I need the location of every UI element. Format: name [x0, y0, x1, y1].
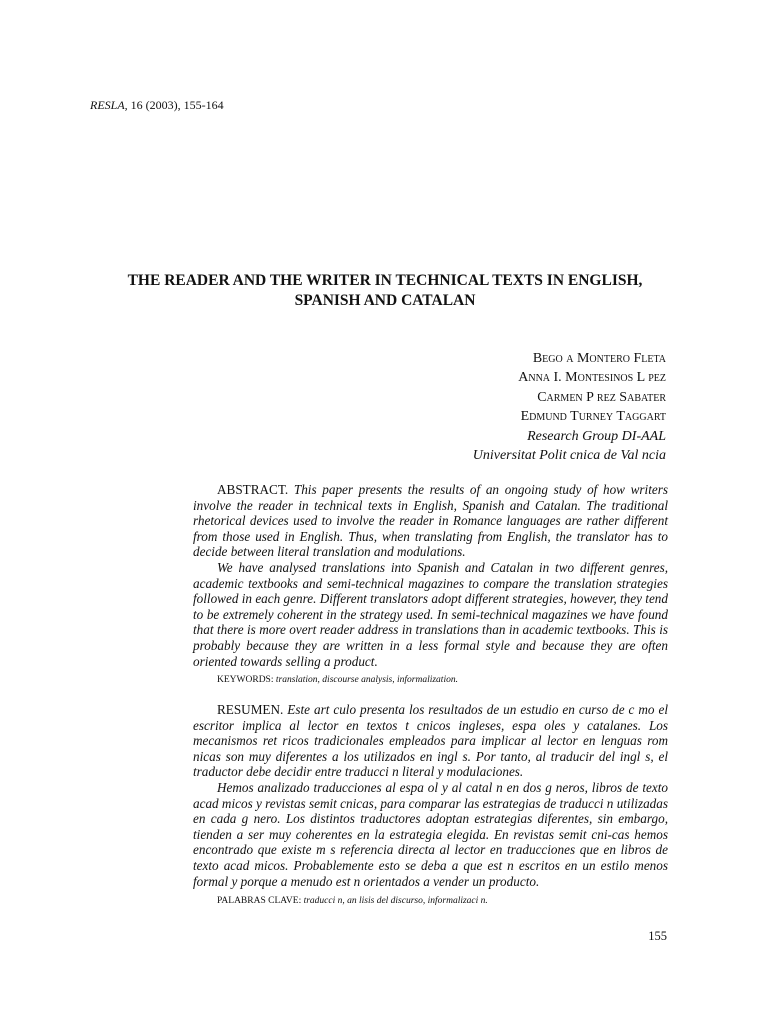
paper-title-line-2: SPANISH AND CATALAN [294, 292, 476, 309]
palabras-clave [217, 896, 488, 906]
author-block [473, 349, 666, 465]
university: Universitat Polit cnica de Val ncia [472, 448, 666, 464]
abstract-paragraph-2: We have analysed translations into Spanish and Catalan in two different genres, academic textbooks and semi-technical magazines to compare the translation strategies followed in each genre. Different translators adopt different strategies, however, they tend to be extremely coherent in the strategy used. In semi-technical magazines we have found that there is more overt reader address in translations than in academic textbooks. This is probably because they are written in a less formal style and because they are often oriented towards selling a product. [193, 559, 668, 669]
abstract-label: ABSTRACT. [217, 482, 289, 497]
journal-citation [90, 98, 224, 113]
keywords-label: KEYWORDS: [217, 675, 274, 685]
paper-title-line-1: THE READER AND THE WRITER IN TECHNICAL TEXTS IN ENGLISH, [127, 272, 643, 289]
resumen-text-1: Este art culo presenta los resultados de un estudio en curso de c mo el escritor implica al lector en textos t cnicos ingleses, espa oles y catalanes. Los mecanismos ret ricos tradicionales empleados para implicar al lector en lenguas rom nicas son muy diferentes a los utilizados en ingl s. Por tanto, al traducir del ingl s, el traductor debe decidir entre traducci n literal y modulaciones. [193, 702, 668, 780]
paper-title [100, 271, 670, 311]
abstract-paragraph-1 [193, 482, 668, 560]
journal-name: RESLA, [90, 98, 128, 112]
resumen [193, 702, 668, 889]
research-group: Research Group DI-AAL [527, 428, 666, 444]
abstract [193, 482, 668, 669]
palabras-clave-text: traducci n, an lisis del discurso, informalizaci n. [301, 896, 488, 906]
author-2: Anna I. Montesinos L pez [518, 370, 666, 386]
author-4: Edmund Turney Taggart [520, 409, 666, 425]
keywords-text: translation, discourse analysis, informalization. [273, 675, 458, 685]
abstract-text-1: This paper presents the results of an ongoing study of how writers involve the reader in technical texts in English, Spanish and Catalan. The traditional rhetorical devices used to involve the reader in Romance languages are rather different from those used in English. Thus, when translating from English, the translator has to decide between literal translation and modulations. [193, 482, 669, 560]
palabras-clave-label: PALABRAS CLAVE: [217, 896, 302, 906]
resumen-label: RESUMEN. [217, 702, 284, 717]
resumen-paragraph-1 [193, 702, 668, 780]
keywords [217, 675, 458, 685]
author-1: Bego a Montero Fleta [532, 351, 666, 366]
page-number: 155 [648, 929, 667, 943]
journal-volume-pages: 16 (2003), 155-164 [127, 98, 224, 112]
resumen-paragraph-2: Hemos analizado traducciones al espa ol y al catal n en dos g neros, libros de texto acad micos y revistas semit cnicas, para comparar las estrategias de traducci n utilizadas en cada g nero. Los distintos traductores adoptan estrategias diferentes, sin embargo, tienden a ser muy coherentes en la estrategia elegida. En revistas semit cni-cas hemos encontrado que existe m s referencia directa al lector en traducciones que en libros de texto acad micos. Probablemente esto se deba a que est n escritos en un estilo menos formal y porque a menudo est n orientados a vender un producto. [193, 779, 668, 889]
author-3: Carmen P rez Sabater [537, 389, 666, 405]
